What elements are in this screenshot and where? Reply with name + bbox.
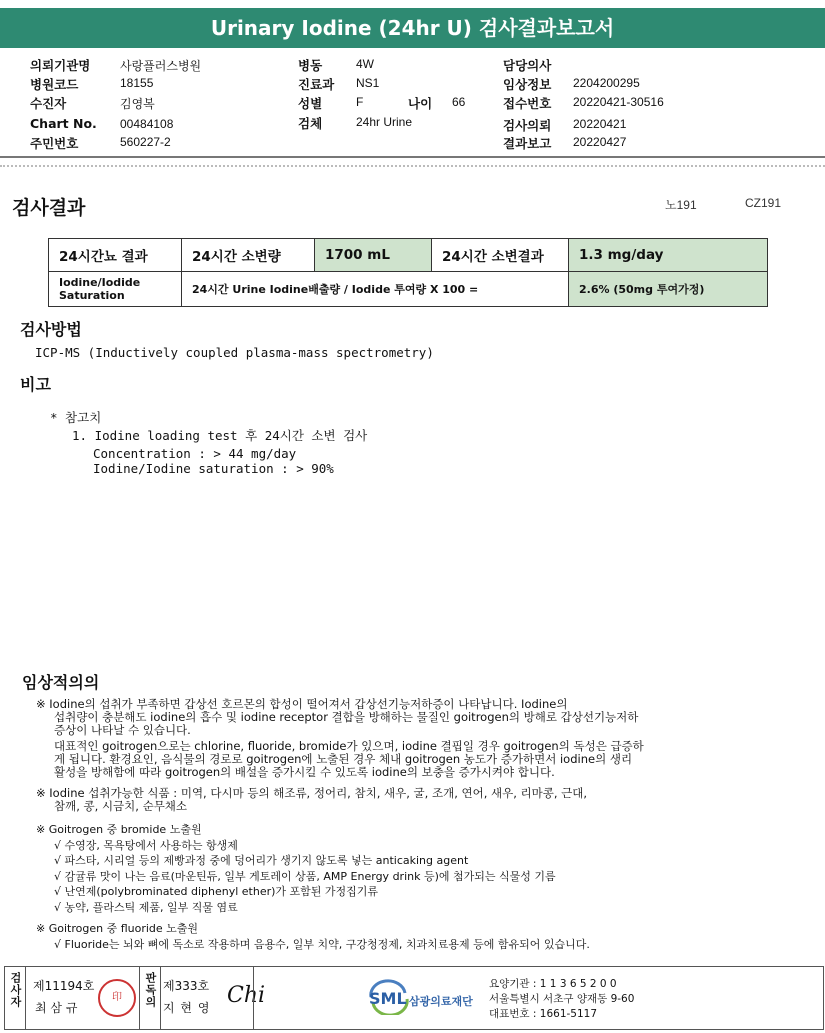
lab-phone: 대표번호 : 1661-5117 — [489, 1008, 598, 1020]
info-value: 20220421-30516 — [573, 95, 664, 109]
seal-stamp-icon: 印 — [98, 979, 136, 1017]
footer-divider — [253, 967, 254, 1029]
list-item: √ Fluoride는 뇌와 뼈에 독소로 작용하며 음용수, 일부 치약, 구강청정제, 치과치료용제 등에 함유되어 있습니다. — [54, 937, 590, 951]
info-label: 접수번호 — [503, 96, 552, 111]
info-value: 20220427 — [573, 135, 627, 149]
lab-code: 요양기관 : 1 1 3 6 5 2 0 0 — [489, 978, 617, 990]
info-value: 560227-2 — [120, 135, 171, 149]
table-row — [49, 272, 768, 307]
info-value: 20220421 — [573, 117, 627, 131]
bromide-section — [36, 822, 816, 952]
text-line: 활성을 방해함에 따라 goitrogen의 배설을 증가시킬 수 있도록 iodine의 보충을 증가시켜야 합니다. — [54, 765, 555, 779]
saturation-formula: 24시간 Urine Iodine배출량 / Iodide 투여량 X 100 = — [182, 272, 569, 307]
text-line: 대표적인 goitrogen으로는 chlorine, fluoride, bromide가 있으며, iodine 결핍일 경우 goitrogen의 독성은 급증하 — [54, 739, 644, 753]
reader-reg-no: 제333호 — [163, 979, 210, 993]
info-value: 4W — [356, 57, 374, 71]
reference-line: Iodine/Iodine saturation : > 90% — [93, 461, 334, 476]
info-label: 성별 — [298, 96, 323, 111]
tester-reg-no: 제11194호 — [33, 979, 95, 993]
info-value: 18155 — [120, 76, 154, 90]
results-table — [48, 238, 768, 307]
test-code-1: 노191 — [665, 198, 697, 212]
info-label: 병원코드 — [30, 77, 79, 92]
clinical-title: 임상적의의 — [22, 673, 100, 692]
table-row — [49, 239, 768, 272]
info-divider — [0, 156, 825, 158]
info-label: 주민번호 — [30, 136, 79, 151]
list-item: √ 수영장, 목욕탕에서 사용하는 항생제 — [54, 838, 238, 852]
urine-result-value: 1.3 mg/day — [569, 239, 768, 272]
text-line: ※ Iodine 섭취가능한 식품 : 미역, 다시마 등의 해조류, 정어리, 참치, 새우, 굴, 조개, 연어, 새우, 리마콩, 근대, — [36, 786, 588, 800]
info-label: 수진자 — [30, 96, 67, 111]
info-label: 검체 — [298, 116, 323, 131]
text-line: 게 됩니다. 환경요인, 음식물의 경로로 goitrogen에 노출된 경우 체내 goitrogen 농도가 증가하면서 iodine의 생리 — [54, 752, 633, 766]
reference-line: 1. Iodine loading test 후 24시간 소변 검사 — [72, 428, 368, 443]
info-value: 00484108 — [120, 117, 174, 131]
method-title: 검사방법 — [20, 320, 82, 339]
list-item: √ 감귤류 맛이 나는 음료(마운틴듀, 일부 게토레이 상품, AMP Energy drink 등)에 첨가되는 식물성 기름 — [54, 869, 556, 883]
urine-result-label: 24시간 소변결과 — [432, 239, 569, 272]
report-title: Urinary Iodine (24hr U) 검사결과보고서 — [0, 8, 825, 48]
info-label: 병동 — [298, 58, 323, 73]
age-value: 66 — [452, 95, 466, 109]
reader-name: 지 현 영 — [163, 1001, 211, 1015]
lab-info — [489, 977, 634, 1022]
info-value: 2204200295 — [573, 76, 640, 90]
info-value: NS1 — [356, 76, 380, 90]
bromide-title: ※ Goitrogen 중 bromide 노출원 — [36, 823, 202, 836]
urine-volume-value: 1700 mL — [315, 239, 432, 272]
text-line: 섭취량이 충분해도 iodine의 흡수 및 iodine receptor 결합을 방해하는 물질인 goitrogen의 방해로 갑상선기능저하 — [54, 710, 639, 724]
dotted-divider — [0, 165, 825, 167]
text-line: 증상이 나타날 수 있습니다. — [54, 723, 191, 737]
reference-header: * 참고치 — [50, 410, 102, 425]
results-title: 검사결과 — [12, 197, 86, 219]
info-value: F — [356, 95, 364, 109]
info-value: 김영복 — [120, 97, 155, 111]
tester-label-box — [5, 967, 26, 1029]
list-item: √ 난연제(polybrominated diphenyl ether)가 포함된 가정집기류 — [54, 885, 379, 898]
reader-label-box — [139, 967, 161, 1029]
method-text: ICP-MS (Inductively coupled plasma-mass spectrometry) — [35, 345, 434, 360]
info-value: 24hr Urine — [356, 115, 413, 129]
info-value: 사랑플러스병원 — [120, 59, 202, 73]
signature-footer — [4, 966, 824, 1030]
urine-volume-label: 24시간 소변량 — [182, 239, 315, 272]
info-label: 의뢰기관명 — [30, 58, 91, 73]
reference-line: Concentration : > 44 mg/day — [93, 446, 297, 461]
age-label: 나이 — [408, 96, 433, 111]
tester-name: 최 삼 규 — [35, 1001, 78, 1015]
test-code-2: CZ191 — [745, 196, 782, 210]
info-label: 담당의사 — [503, 58, 552, 73]
row-header: 24시간뇨 결과 — [49, 239, 182, 272]
list-item: √ 파스타, 시리얼 등의 제빵과정 중에 덩어리가 생기지 않도록 넣는 anticaking agent — [54, 854, 469, 867]
lab-address: 서울특별시 서초구 양재동 9-60 — [489, 993, 635, 1005]
info-label: 결과보고 — [503, 136, 552, 151]
remarks-title: 비고 — [20, 375, 51, 394]
text-line: 참깨, 콩, 시금치, 순무채소 — [54, 799, 188, 813]
logo-text: SML — [369, 989, 407, 1008]
saturation-label: Iodine/Iodide Saturation — [49, 272, 182, 307]
logo-name: 삼광의료재단 — [409, 995, 473, 1008]
reader-label: 판독의 — [144, 972, 157, 1008]
info-label: 검사의뢰 — [503, 118, 552, 133]
tester-label: 검사자 — [9, 972, 22, 1008]
saturation-value: 2.6% (50mg 투여가정) — [569, 272, 768, 307]
info-label: 진료과 — [298, 77, 335, 92]
signature: Chi — [227, 983, 266, 1008]
info-label: Chart No. — [30, 116, 97, 131]
patient-info — [0, 54, 825, 166]
list-item: √ 농약, 플라스틱 제품, 일부 직물 염료 — [54, 900, 238, 914]
info-label: 임상정보 — [503, 77, 552, 92]
clinical-paragraph — [36, 698, 816, 813]
text-line: ※ Iodine의 섭취가 부족하면 갑상선 호르몬의 합성이 떨어져서 갑상선기능저하증이 나타납니다. Iodine의 — [36, 697, 568, 711]
fluoride-title: ※ Goitrogen 중 fluoride 노출원 — [36, 922, 199, 935]
